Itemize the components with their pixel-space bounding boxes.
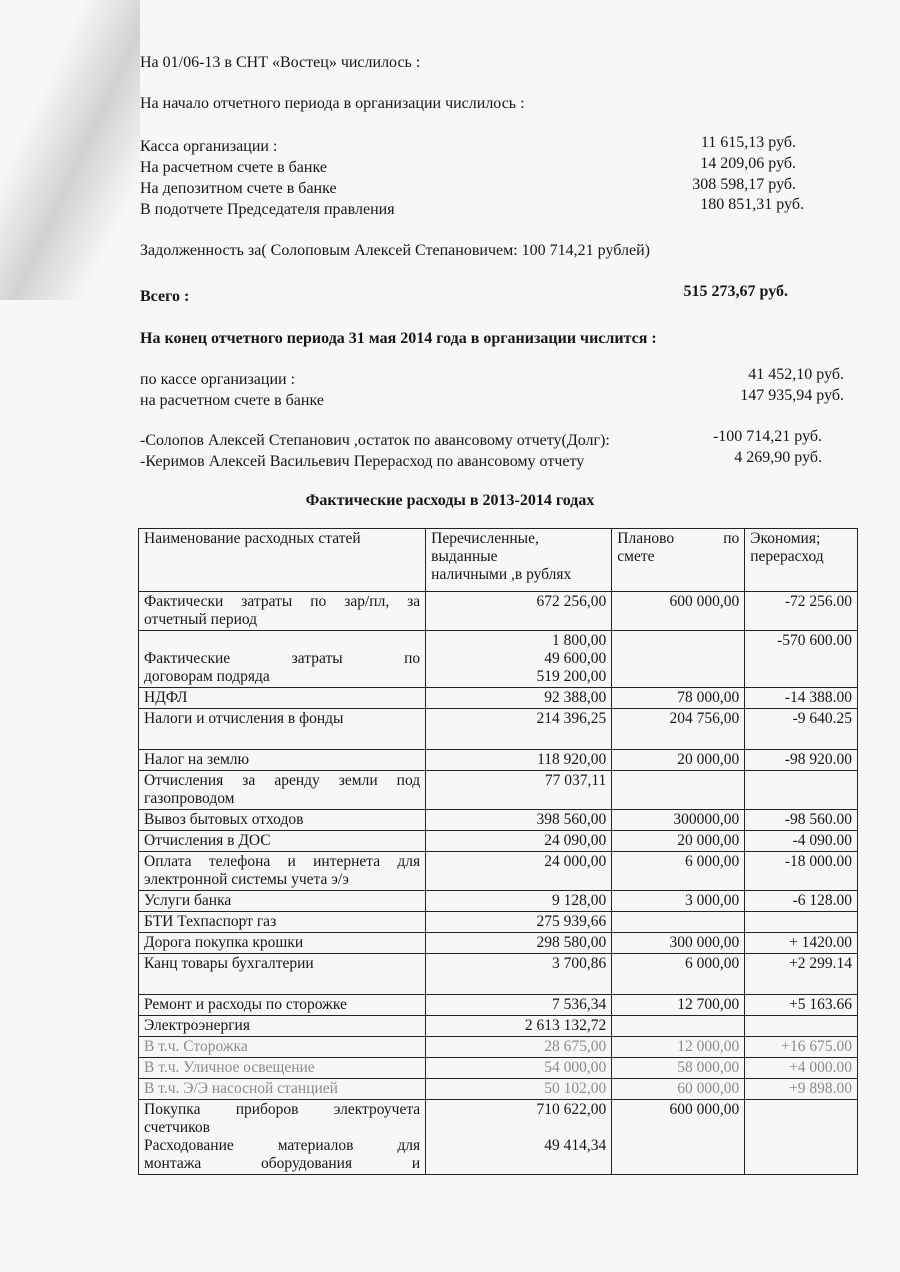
table-row <box>139 709 858 750</box>
row-plan: 12 000,00 <box>612 1037 745 1058</box>
row-plan: 6 000,00 <box>612 954 745 995</box>
row-paid: 28 675,00 <box>426 1037 612 1058</box>
row-plan: 20 000,00 <box>612 831 745 852</box>
row-paid-line-2: 49 414,34 <box>544 1137 607 1154</box>
row-economy: -570 600.00 <box>745 631 858 688</box>
end-label-cash: по кассе организации : <box>140 371 296 388</box>
table-row <box>139 831 858 852</box>
row-paid: 3 700,86 <box>426 954 612 995</box>
row-name-line-2: счетчиков <box>144 1119 210 1136</box>
row-plan: 6 000,00 <box>612 852 745 891</box>
row-economy: +16 675.00 <box>745 1037 858 1058</box>
row-plan: 600 000,00 <box>612 592 745 631</box>
header-paid-line-2: выданные <box>431 548 498 565</box>
row-paid: 398 560,00 <box>426 810 612 831</box>
row-name: Вывоз бытовых отходов <box>139 810 426 831</box>
header-name: Наименование расходных статей <box>139 529 426 592</box>
table-header-row <box>139 529 858 592</box>
row-name: Налог на землю <box>139 750 426 771</box>
row-economy: -9 640.25 <box>745 709 858 750</box>
header-paid <box>426 529 612 592</box>
table-row <box>139 995 858 1016</box>
row-paid <box>426 1100 612 1175</box>
row-name-line-2: газопроводом <box>144 790 235 807</box>
end-amount-cash: 41 452,10 руб. <box>748 366 844 383</box>
total-label: Всего : <box>140 288 190 305</box>
table-row <box>139 852 858 891</box>
header-economy-line-1: Экономия; <box>750 530 821 547</box>
row-name-line-1: Отчисления за аренду земли под <box>144 772 421 789</box>
advance-amount-solopov: -100 714,21 руб. <box>712 428 822 445</box>
row-plan: 204 756,00 <box>612 709 745 750</box>
start-label-deposit: На депозитном счете в банке <box>140 180 337 197</box>
row-economy: +2 299.14 <box>745 954 858 995</box>
row-name-line-3: Расходование материалов для <box>144 1137 421 1154</box>
row-paid: 298 580,00 <box>426 933 612 954</box>
header-plan-line-2: смете <box>617 548 655 565</box>
row-paid: 275 939,66 <box>426 912 612 933</box>
row-economy: +4 000.00 <box>745 1058 858 1079</box>
row-economy: -18 000.00 <box>745 852 858 891</box>
row-paid: 77 037,11 <box>426 771 612 810</box>
row-paid-line-2: 49 600,00 <box>544 650 607 667</box>
row-name: Услуги банка <box>139 891 426 912</box>
advance-label-kerimov: -Керимов Алексей Васильевич Перерасход по авансовому отчету <box>140 453 585 470</box>
row-economy: + 1420.00 <box>745 933 858 954</box>
header-paid-line-3: наличными ,в рублях <box>431 566 572 583</box>
row-name-line-1: Оплата телефона и интернета для <box>144 853 421 870</box>
start-amount-account: 14 209,06 руб. <box>700 155 796 172</box>
row-economy: -98 920.00 <box>745 750 858 771</box>
start-amount-deposit: 308 598,17 руб. <box>692 176 796 193</box>
end-heading: На конец отчетного периода 31 мая 2014 года в организации числится : <box>140 330 657 347</box>
row-name-line-2: отчетный период <box>144 611 258 628</box>
row-paid-line-1: 1 800,00 <box>552 632 607 649</box>
row-plan: 3 000,00 <box>612 891 745 912</box>
row-paid: 672 256,00 <box>426 592 612 631</box>
row-plan: 20 000,00 <box>612 750 745 771</box>
row-plan <box>612 1016 745 1037</box>
row-paid: 54 000,00 <box>426 1058 612 1079</box>
row-name-line-1: Фактически затраты по зар/пл, за <box>144 593 421 610</box>
row-name: Электроэнергия <box>139 1016 426 1037</box>
row-economy <box>745 771 858 810</box>
header-plan-word-2: по <box>723 530 740 547</box>
row-plan <box>612 912 745 933</box>
row-name-line-1: Покупка приборов электроучета <box>144 1101 421 1118</box>
table-row <box>139 688 858 709</box>
row-name: В т.ч. Сторожка <box>139 1037 426 1058</box>
start-amount-cash: 11 615,13 руб. <box>700 134 796 151</box>
row-paid: 2 613 132,72 <box>426 1016 612 1037</box>
start-amount-advance: 180 851,31 руб. <box>700 196 804 213</box>
row-plan: 60 000,00 <box>612 1079 745 1100</box>
scan-edge-shadow <box>0 0 140 300</box>
row-paid <box>426 631 612 688</box>
table-row <box>139 631 858 688</box>
row-paid: 214 396,25 <box>426 709 612 750</box>
row-paid: 7 536,34 <box>426 995 612 1016</box>
row-name <box>139 771 426 810</box>
table-row <box>139 1058 858 1079</box>
row-name: Налоги и отчисления в фонды <box>139 709 426 750</box>
row-economy: -98 560.00 <box>745 810 858 831</box>
row-name <box>139 1100 426 1175</box>
row-paid: 50 102,00 <box>426 1079 612 1100</box>
end-label-account: на расчетном счете в банке <box>140 392 324 409</box>
table-row <box>139 1100 858 1175</box>
row-name: БТИ Техпаспорт газ <box>139 912 426 933</box>
row-name <box>139 631 426 688</box>
row-name-line-4: монтажа оборудования и <box>144 1155 421 1172</box>
row-economy <box>745 912 858 933</box>
row-name: Отчисления в ДОС <box>139 831 426 852</box>
row-name: В т.ч. Э/Э насосной станцией <box>139 1079 426 1100</box>
row-name-line-2: электронной системы учета э/э <box>144 871 349 888</box>
expenses-table <box>138 528 858 1175</box>
table-row <box>139 891 858 912</box>
row-paid: 24 000,00 <box>426 852 612 891</box>
row-plan <box>612 771 745 810</box>
row-name-line-2: договорам подряда <box>144 668 270 685</box>
row-paid-line-1: 710 622,00 <box>536 1101 607 1118</box>
row-economy: -14 388.00 <box>745 688 858 709</box>
header-plan-line-1 <box>617 530 739 548</box>
row-plan: 12 700,00 <box>612 995 745 1016</box>
row-paid: 24 090,00 <box>426 831 612 852</box>
table-row <box>139 592 858 631</box>
start-label-account: На расчетном счете в банке <box>140 159 327 176</box>
row-plan: 600 000,00 <box>612 1100 745 1175</box>
header-plan-word-1: Планово <box>617 530 675 547</box>
table-row <box>139 1016 858 1037</box>
row-economy <box>745 1100 858 1175</box>
table-row <box>139 954 858 995</box>
row-paid: 9 128,00 <box>426 891 612 912</box>
row-plan: 300 000,00 <box>612 933 745 954</box>
start-label-advance: В подотчете Председателя правления <box>140 201 395 218</box>
row-economy: -4 090.00 <box>745 831 858 852</box>
row-paid-line-3: 519 200,00 <box>536 668 607 685</box>
row-plan: 58 000,00 <box>612 1058 745 1079</box>
row-paid: 118 920,00 <box>426 750 612 771</box>
table-row <box>139 1037 858 1058</box>
row-name: НДФЛ <box>139 688 426 709</box>
row-plan <box>612 631 745 688</box>
header-plan <box>612 529 745 592</box>
table-title: Фактические расходы в 2013-2014 годах <box>305 492 595 509</box>
table-row <box>139 771 858 810</box>
table-row <box>139 933 858 954</box>
row-economy <box>745 1016 858 1037</box>
header-line-1: На 01/06-13 в СНТ «Востец» числилось : <box>140 54 421 71</box>
advance-amount-kerimov: 4 269,90 руб. <box>734 449 822 466</box>
header-paid-line-1: Перечисленные, <box>431 530 539 547</box>
row-economy: +9 898.00 <box>745 1079 858 1100</box>
row-economy: +5 163.66 <box>745 995 858 1016</box>
row-plan: 300000,00 <box>612 810 745 831</box>
row-name: Дорога покупка крошки <box>139 933 426 954</box>
row-paid: 92 388,00 <box>426 688 612 709</box>
row-economy: -6 128.00 <box>745 891 858 912</box>
row-name <box>139 592 426 631</box>
row-name-line-1: Фактические затраты по <box>144 650 421 667</box>
header-economy <box>745 529 858 592</box>
row-name <box>139 852 426 891</box>
row-name: Ремонт и расходы по сторожке <box>139 995 426 1016</box>
header-line-2: На начало отчетного периода в организации числилось : <box>140 95 525 112</box>
table-row <box>139 912 858 933</box>
start-label-cash: Касса организации : <box>140 138 278 155</box>
table-row <box>139 750 858 771</box>
header-economy-line-2: перерасход <box>750 548 824 565</box>
row-plan: 78 000,00 <box>612 688 745 709</box>
end-amount-account: 147 935,94 руб. <box>740 387 844 404</box>
debt-line: Задолженность за( Солоповым Алексей Степановичем: 100 714,21 рублей) <box>140 242 650 259</box>
row-economy: -72 256.00 <box>745 592 858 631</box>
row-name: В т.ч. Уличное освещение <box>139 1058 426 1079</box>
table-row <box>139 1079 858 1100</box>
total-amount: 515 273,67 руб. <box>683 283 788 300</box>
table-row <box>139 810 858 831</box>
row-name: Канц товары бухгалтерии <box>139 954 426 995</box>
advance-label-solopov: -Солопов Алексей Степанович ,остаток по авансовому отчету(Долг): <box>140 432 610 449</box>
